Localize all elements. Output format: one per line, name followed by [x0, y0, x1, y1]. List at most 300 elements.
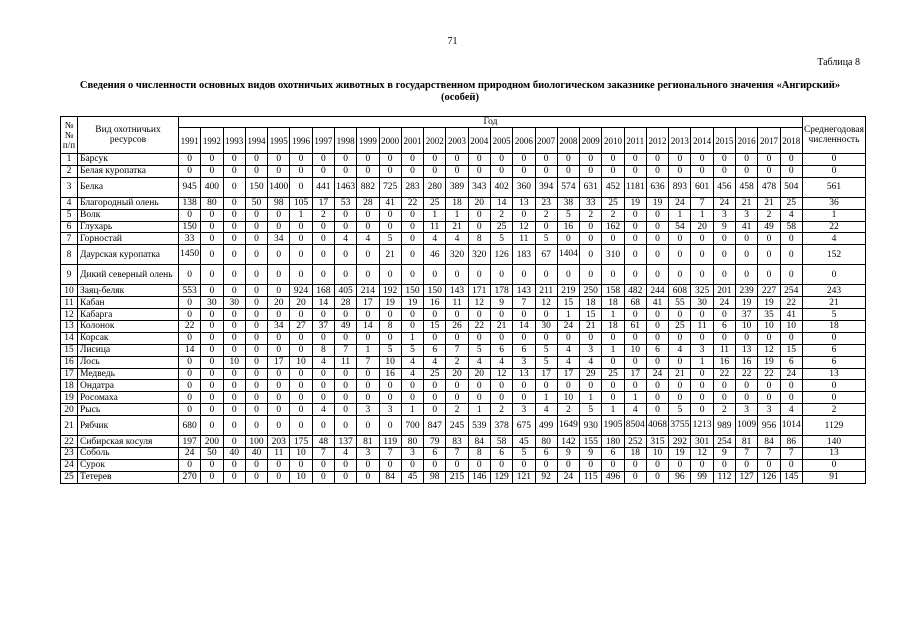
count-cell: 11	[334, 356, 356, 368]
count-cell: 100	[245, 436, 267, 448]
count-cell: 325	[691, 285, 713, 297]
table-row	[61, 392, 866, 404]
count-cell: 631	[580, 177, 602, 197]
average-cell: 13	[802, 448, 865, 460]
count-cell: 3	[713, 209, 735, 221]
count-cell: 0	[736, 245, 758, 265]
count-cell: 25	[602, 197, 624, 209]
count-cell: 4	[357, 233, 379, 245]
count-cell: 4	[490, 356, 512, 368]
count-cell: 0	[446, 154, 468, 166]
count-cell: 9	[713, 448, 735, 460]
count-cell: 0	[535, 221, 557, 233]
count-cell: 0	[713, 332, 735, 344]
count-cell: 12	[468, 297, 490, 309]
count-cell: 17	[357, 297, 379, 309]
count-cell: 80	[201, 197, 223, 209]
count-cell: 0	[268, 404, 290, 416]
species-name: Глухарь	[78, 221, 179, 233]
count-cell: 0	[758, 245, 780, 265]
count-cell: 0	[245, 309, 267, 321]
table-row	[61, 245, 866, 265]
count-cell: 7	[334, 344, 356, 356]
count-cell: 5	[580, 404, 602, 416]
count-cell: 4	[780, 209, 802, 221]
count-cell: 0	[179, 356, 201, 368]
count-cell: 0	[268, 416, 290, 436]
count-cell: 13	[513, 368, 535, 380]
count-cell: 6	[513, 344, 535, 356]
count-cell: 162	[602, 221, 624, 233]
count-cell: 0	[580, 380, 602, 392]
count-cell: 1014	[780, 416, 802, 436]
count-cell: 0	[201, 380, 223, 392]
count-cell: 478	[758, 177, 780, 197]
count-cell: 0	[669, 165, 691, 177]
count-cell: 0	[446, 459, 468, 471]
count-cell: 4	[424, 356, 446, 368]
count-cell: 17	[557, 368, 579, 380]
count-cell: 5	[401, 344, 423, 356]
count-cell: 0	[580, 459, 602, 471]
count-cell: 0	[201, 404, 223, 416]
row-number: 5	[61, 209, 78, 221]
count-cell: 30	[201, 297, 223, 309]
count-cell: 11	[446, 297, 468, 309]
species-name: Лось	[78, 356, 179, 368]
count-cell: 0	[424, 265, 446, 285]
count-cell: 3	[357, 404, 379, 416]
row-number: 22	[61, 436, 78, 448]
count-cell: 0	[268, 285, 290, 297]
count-cell: 4	[557, 344, 579, 356]
count-cell: 482	[624, 285, 646, 297]
count-cell: 0	[490, 332, 512, 344]
count-cell: 21	[446, 221, 468, 233]
average-cell: 18	[802, 321, 865, 333]
count-cell: 360	[513, 177, 535, 197]
count-cell: 0	[223, 209, 245, 221]
count-cell: 24	[669, 197, 691, 209]
count-cell: 0	[758, 233, 780, 245]
count-cell: 17	[268, 356, 290, 368]
count-cell: 0	[357, 416, 379, 436]
count-cell: 4	[780, 404, 802, 416]
count-cell: 14	[513, 321, 535, 333]
average-cell: 36	[802, 197, 865, 209]
count-cell: 0	[602, 165, 624, 177]
count-cell: 283	[401, 177, 423, 197]
count-cell: 11	[513, 233, 535, 245]
count-cell: 0	[223, 265, 245, 285]
count-cell: 893	[669, 177, 691, 197]
count-cell: 0	[691, 459, 713, 471]
table-row	[61, 285, 866, 297]
count-cell: 175	[290, 436, 312, 448]
count-cell: 30	[223, 297, 245, 309]
count-cell: 0	[691, 332, 713, 344]
row-number: 1	[61, 154, 78, 166]
count-cell: 10	[223, 356, 245, 368]
count-cell: 0	[669, 380, 691, 392]
average-cell: 1129	[802, 416, 865, 436]
average-cell: 21	[802, 297, 865, 309]
count-cell: 0	[646, 233, 668, 245]
count-cell: 0	[468, 165, 490, 177]
count-cell: 10	[624, 344, 646, 356]
average-cell: 0	[802, 332, 865, 344]
count-cell: 539	[468, 416, 490, 436]
count-cell: 40	[223, 448, 245, 460]
count-cell: 280	[424, 177, 446, 197]
count-cell: 0	[312, 380, 334, 392]
count-cell: 17	[312, 197, 334, 209]
count-cell: 0	[624, 332, 646, 344]
count-cell: 0	[290, 265, 312, 285]
count-cell: 49	[758, 221, 780, 233]
year-header: 1999	[357, 128, 379, 154]
year-header: 1991	[179, 128, 201, 154]
average-cell: 0	[802, 459, 865, 471]
table-row	[61, 177, 866, 197]
count-cell: 0	[312, 245, 334, 265]
year-header: 2016	[736, 128, 758, 154]
count-cell: 0	[401, 392, 423, 404]
header-num: № № п/п	[61, 117, 78, 154]
count-cell: 0	[535, 309, 557, 321]
count-cell: 3	[736, 209, 758, 221]
count-cell: 0	[290, 309, 312, 321]
count-cell: 0	[290, 404, 312, 416]
count-cell: 1	[557, 309, 579, 321]
count-cell: 22	[758, 368, 780, 380]
count-cell: 0	[223, 471, 245, 483]
count-cell: 0	[557, 165, 579, 177]
count-cell: 1	[669, 209, 691, 221]
count-cell: 4	[468, 356, 490, 368]
count-cell: 882	[357, 177, 379, 197]
table-row	[61, 380, 866, 392]
count-cell: 0	[758, 392, 780, 404]
count-cell: 0	[357, 471, 379, 483]
count-cell: 10	[758, 321, 780, 333]
table-row	[61, 321, 866, 333]
count-cell: 0	[736, 459, 758, 471]
count-cell: 0	[713, 392, 735, 404]
count-cell: 126	[490, 245, 512, 265]
count-cell: 0	[379, 265, 401, 285]
count-cell: 0	[401, 321, 423, 333]
count-cell: 0	[490, 380, 512, 392]
count-cell: 0	[713, 380, 735, 392]
count-cell: 0	[602, 154, 624, 166]
count-cell: 4	[669, 344, 691, 356]
count-cell: 48	[312, 436, 334, 448]
count-cell: 0	[223, 368, 245, 380]
row-number: 9	[61, 265, 78, 285]
count-cell: 92	[535, 471, 557, 483]
count-cell: 19	[736, 297, 758, 309]
count-cell: 61	[624, 321, 646, 333]
count-cell: 30	[691, 297, 713, 309]
count-cell: 197	[179, 436, 201, 448]
count-cell: 0	[736, 332, 758, 344]
count-cell: 0	[669, 392, 691, 404]
count-cell: 4	[312, 404, 334, 416]
count-cell: 0	[513, 392, 535, 404]
average-cell: 13	[802, 368, 865, 380]
count-cell: 0	[736, 165, 758, 177]
count-cell: 0	[334, 392, 356, 404]
count-cell: 20	[268, 297, 290, 309]
count-cell: 4068	[646, 416, 668, 436]
count-cell: 0	[223, 380, 245, 392]
count-cell: 0	[624, 380, 646, 392]
count-cell: 400	[201, 177, 223, 197]
count-cell: 0	[312, 265, 334, 285]
count-cell: 8	[468, 448, 490, 460]
count-cell: 0	[223, 197, 245, 209]
count-cell: 0	[513, 154, 535, 166]
count-cell: 0	[713, 233, 735, 245]
count-cell: 310	[602, 245, 624, 265]
count-cell: 574	[557, 177, 579, 197]
count-cell: 0	[624, 471, 646, 483]
table-row	[61, 265, 866, 285]
count-cell: 20	[468, 197, 490, 209]
count-cell: 0	[334, 404, 356, 416]
year-header: 2015	[713, 128, 735, 154]
count-cell: 608	[669, 285, 691, 297]
count-cell: 239	[736, 285, 758, 297]
year-header: 2013	[669, 128, 691, 154]
count-cell: 33	[580, 197, 602, 209]
count-cell: 27	[290, 321, 312, 333]
count-cell: 0	[379, 209, 401, 221]
count-cell: 19	[401, 297, 423, 309]
count-cell: 155	[580, 436, 602, 448]
count-cell: 725	[379, 177, 401, 197]
year-header: 1995	[268, 128, 290, 154]
count-cell: 50	[245, 197, 267, 209]
count-cell: 150	[245, 177, 267, 197]
count-cell: 0	[624, 265, 646, 285]
row-number: 10	[61, 285, 78, 297]
table-row	[61, 297, 866, 309]
species-name: Горностай	[78, 233, 179, 245]
year-header: 1996	[290, 128, 312, 154]
count-cell: 496	[602, 471, 624, 483]
species-name: Медведь	[78, 368, 179, 380]
count-cell: 0	[691, 154, 713, 166]
count-cell: 0	[201, 392, 223, 404]
count-cell: 24	[713, 197, 735, 209]
row-number: 20	[61, 404, 78, 416]
count-cell: 145	[780, 471, 802, 483]
average-cell: 1	[802, 209, 865, 221]
year-header: 2000	[379, 128, 401, 154]
year-header: 1993	[223, 128, 245, 154]
count-cell: 0	[245, 459, 267, 471]
count-cell: 146	[468, 471, 490, 483]
count-cell: 1	[691, 209, 713, 221]
count-cell: 34	[268, 233, 290, 245]
count-cell: 0	[691, 380, 713, 392]
count-cell: 19	[624, 197, 646, 209]
count-cell: 1400	[268, 177, 290, 197]
count-cell: 0	[736, 380, 758, 392]
count-cell: 0	[357, 380, 379, 392]
count-cell: 5	[557, 209, 579, 221]
count-cell: 0	[379, 459, 401, 471]
count-cell: 4	[401, 356, 423, 368]
count-cell: 0	[557, 459, 579, 471]
count-cell: 5	[535, 356, 557, 368]
count-cell: 0	[268, 154, 290, 166]
count-cell: 0	[179, 297, 201, 309]
count-cell: 21	[580, 321, 602, 333]
table-title: Сведения о численности основных видов охотничьих животных в государственном природном биологическом заказнике регионального значения «Ангирский» (особей)	[79, 80, 841, 103]
count-cell: 17	[535, 368, 557, 380]
count-cell: 636	[646, 177, 668, 197]
table-row	[61, 368, 866, 380]
count-cell: 138	[179, 197, 201, 209]
count-cell: 0	[557, 332, 579, 344]
species-name: Даурская куропатка	[78, 245, 179, 265]
count-cell: 0	[580, 154, 602, 166]
count-cell: 0	[201, 309, 223, 321]
count-cell: 0	[780, 380, 802, 392]
count-cell: 0	[334, 416, 356, 436]
count-cell: 14	[357, 321, 379, 333]
count-cell: 171	[468, 285, 490, 297]
count-cell: 0	[268, 471, 290, 483]
count-cell: 0	[245, 356, 267, 368]
count-cell: 19	[758, 297, 780, 309]
count-cell: 22	[179, 321, 201, 333]
count-cell: 0	[201, 154, 223, 166]
count-cell: 0	[513, 165, 535, 177]
count-cell: 0	[179, 309, 201, 321]
count-cell: 0	[490, 265, 512, 285]
count-cell: 0	[646, 154, 668, 166]
count-cell: 0	[223, 154, 245, 166]
count-cell: 0	[312, 392, 334, 404]
count-cell: 119	[379, 436, 401, 448]
count-cell: 3	[758, 404, 780, 416]
count-cell: 0	[401, 165, 423, 177]
count-cell: 0	[245, 233, 267, 245]
count-cell: 15	[424, 321, 446, 333]
count-cell: 0	[201, 265, 223, 285]
count-cell: 81	[736, 436, 758, 448]
count-cell: 0	[513, 332, 535, 344]
year-header: 1998	[334, 128, 356, 154]
count-cell: 0	[669, 233, 691, 245]
count-cell: 4	[334, 448, 356, 460]
row-number: 14	[61, 332, 78, 344]
count-cell: 0	[624, 309, 646, 321]
count-cell: 0	[468, 221, 490, 233]
count-cell: 7	[691, 197, 713, 209]
count-cell: 0	[780, 332, 802, 344]
count-cell: 2	[490, 404, 512, 416]
count-cell: 0	[780, 245, 802, 265]
count-cell: 17	[624, 368, 646, 380]
species-name: Рябчик	[78, 416, 179, 436]
table-row	[61, 344, 866, 356]
count-cell: 0	[357, 165, 379, 177]
year-header: 2012	[646, 128, 668, 154]
count-cell: 23	[535, 197, 557, 209]
count-cell: 4	[557, 356, 579, 368]
row-number: 19	[61, 392, 78, 404]
count-cell: 0	[290, 416, 312, 436]
count-cell: 18	[580, 297, 602, 309]
count-cell: 0	[490, 165, 512, 177]
count-cell: 4	[446, 233, 468, 245]
count-cell: 0	[468, 332, 490, 344]
count-cell: 0	[736, 392, 758, 404]
count-cell: 143	[446, 285, 468, 297]
row-number: 23	[61, 448, 78, 460]
count-cell: 0	[357, 245, 379, 265]
count-cell: 0	[758, 459, 780, 471]
count-cell: 1	[446, 209, 468, 221]
table-row	[61, 332, 866, 344]
count-cell: 0	[401, 380, 423, 392]
count-cell: 0	[268, 265, 290, 285]
count-cell: 9	[557, 448, 579, 460]
count-cell: 0	[290, 459, 312, 471]
count-cell: 0	[245, 392, 267, 404]
count-cell: 2	[490, 209, 512, 221]
count-cell: 215	[446, 471, 468, 483]
average-cell: 152	[802, 245, 865, 265]
count-cell: 301	[691, 436, 713, 448]
count-cell: 84	[468, 436, 490, 448]
count-cell: 0	[357, 309, 379, 321]
count-cell: 4	[401, 368, 423, 380]
count-cell: 201	[713, 285, 735, 297]
count-cell: 0	[357, 392, 379, 404]
count-cell: 46	[424, 245, 446, 265]
count-cell: 0	[468, 154, 490, 166]
count-cell: 0	[201, 209, 223, 221]
count-cell: 0	[312, 233, 334, 245]
count-cell: 0	[602, 392, 624, 404]
count-cell: 2	[312, 209, 334, 221]
count-cell: 1009	[736, 416, 758, 436]
count-cell: 2	[535, 209, 557, 221]
count-cell: 11	[268, 448, 290, 460]
count-cell: 2	[758, 209, 780, 221]
species-name: Корсак	[78, 332, 179, 344]
count-cell: 9	[713, 221, 735, 233]
count-cell: 168	[312, 285, 334, 297]
row-number: 15	[61, 344, 78, 356]
row-number: 24	[61, 459, 78, 471]
count-cell: 0	[401, 209, 423, 221]
count-cell: 0	[334, 332, 356, 344]
count-cell: 389	[446, 177, 468, 197]
count-cell: 22	[780, 297, 802, 309]
count-cell: 0	[691, 265, 713, 285]
count-cell: 0	[312, 459, 334, 471]
count-cell: 84	[758, 436, 780, 448]
count-cell: 270	[179, 471, 201, 483]
count-cell: 137	[334, 436, 356, 448]
